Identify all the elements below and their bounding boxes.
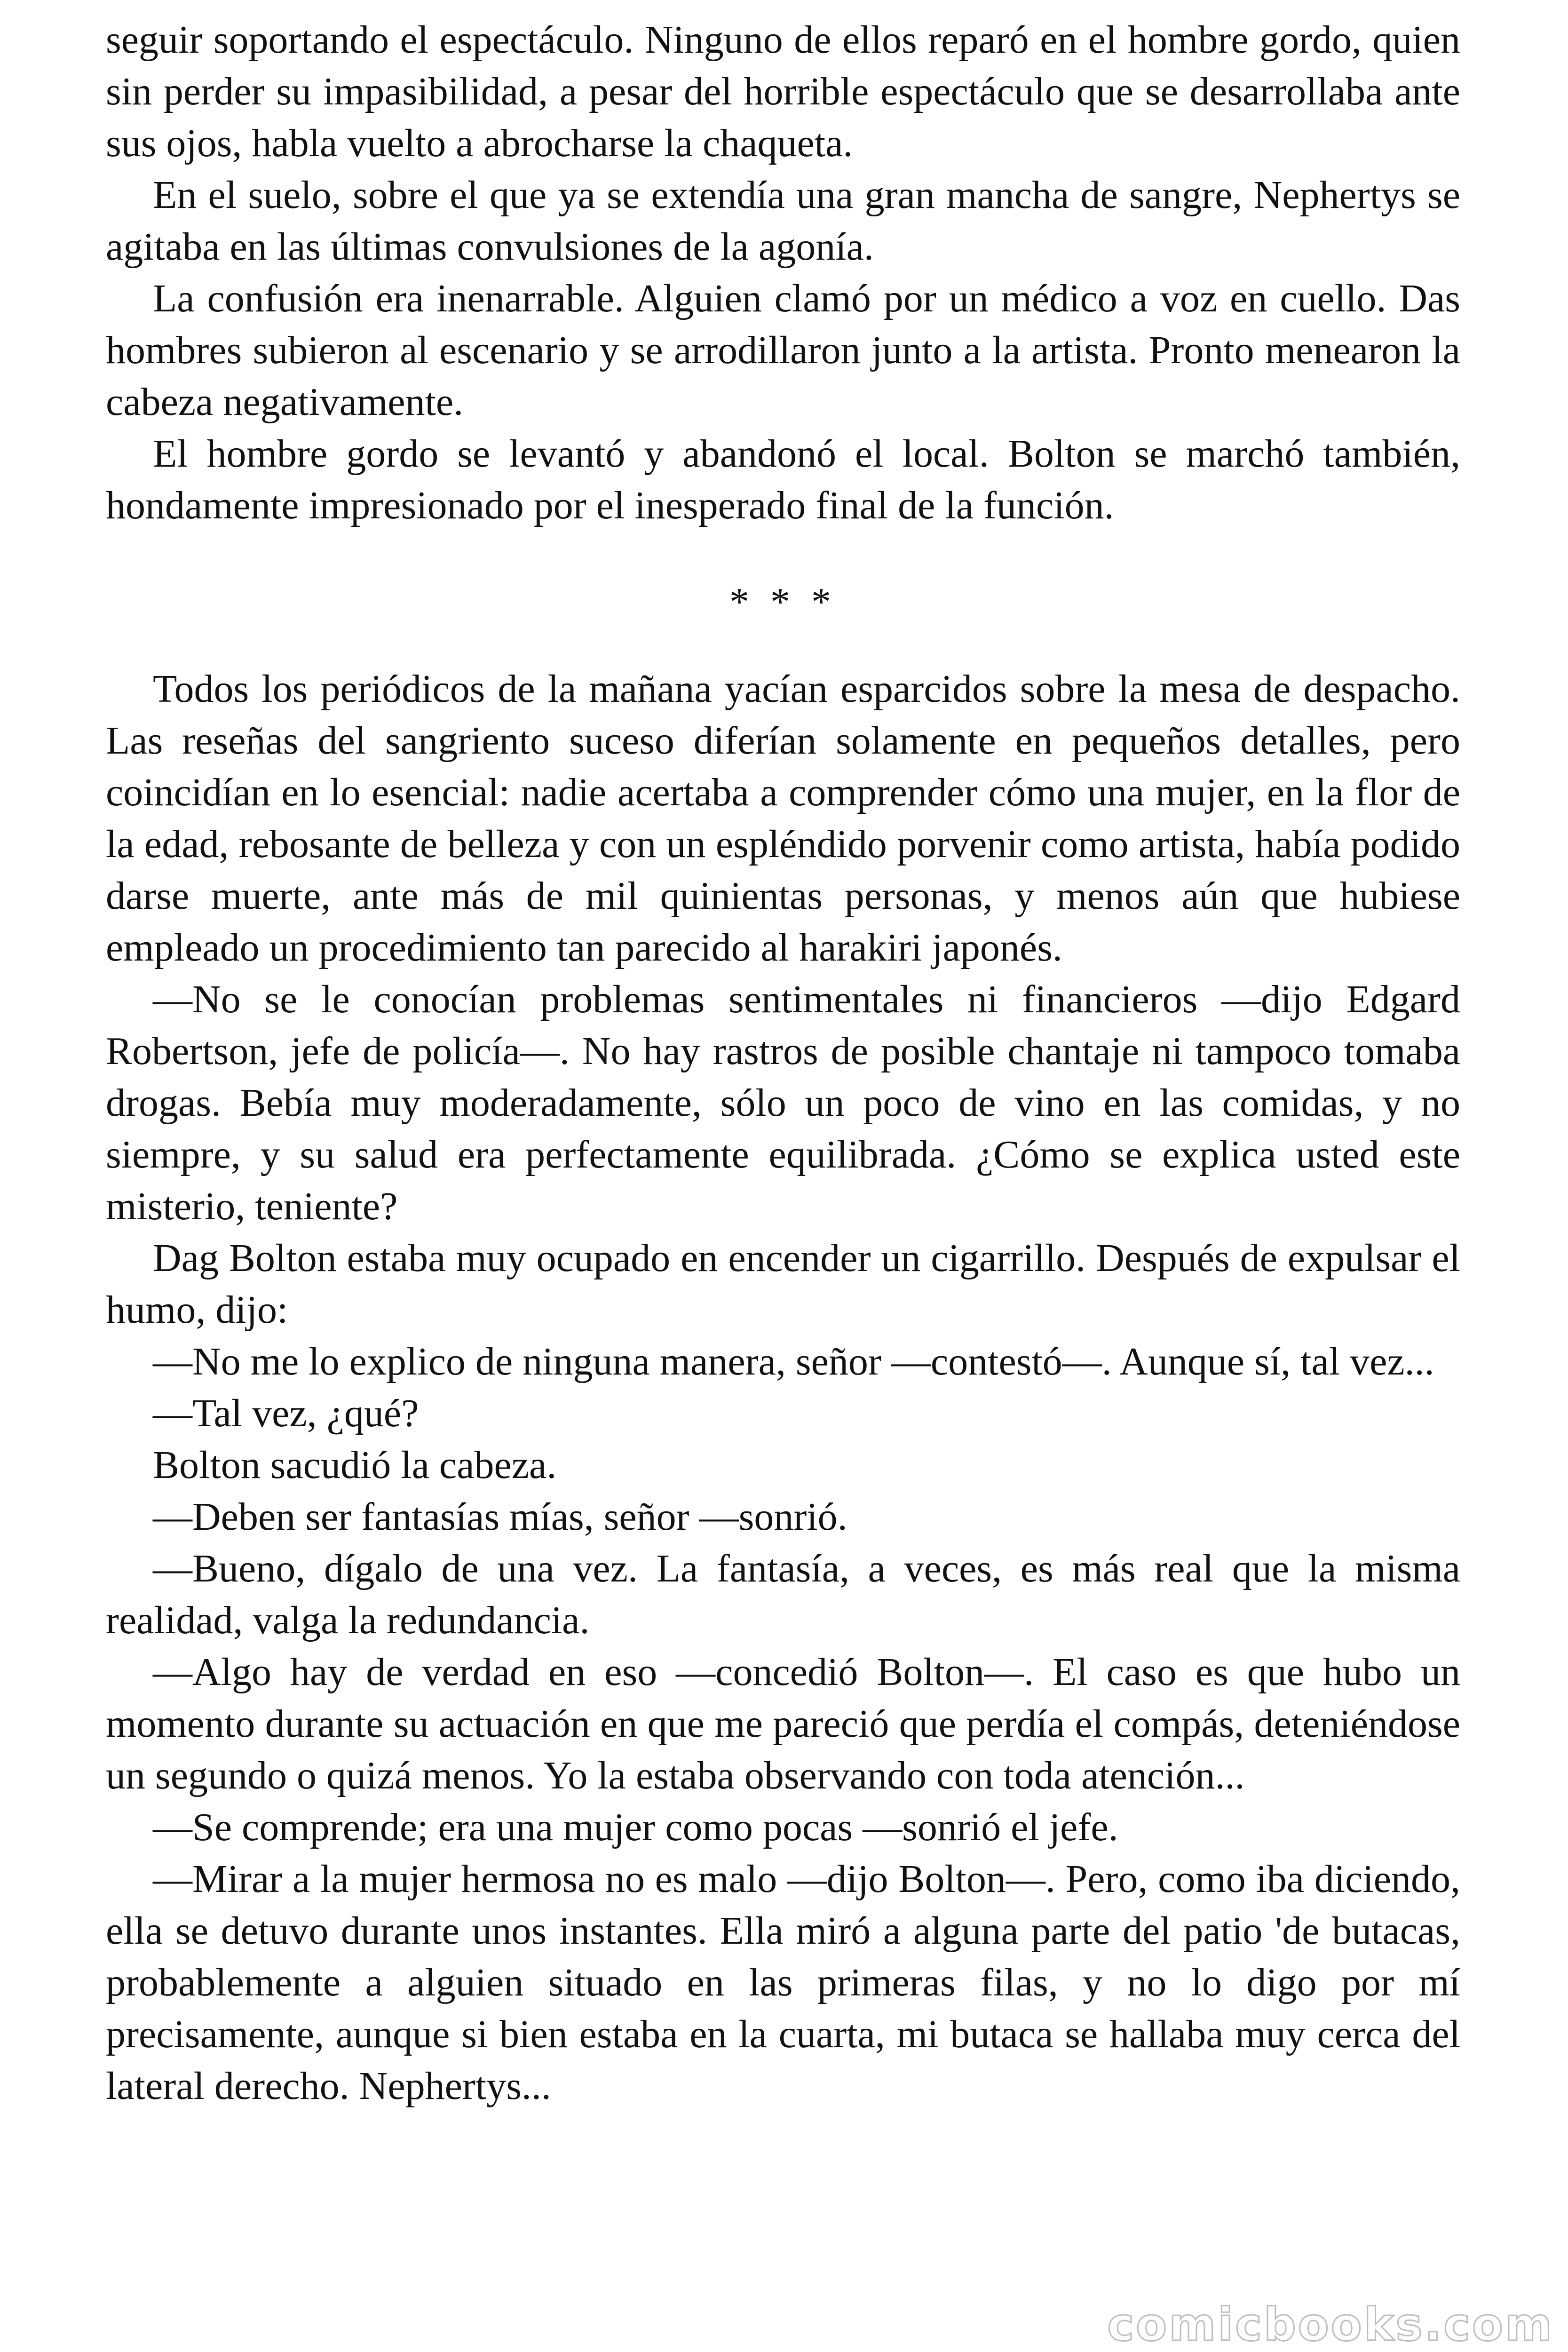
paragraph-1: seguir soportando el espectáculo. Ninguno de ellos reparó en el hombre gordo, quien sin perder su impasibilidad, a pesar del horrible espectáculo que se desarrollaba ante sus ojos, habla vuelto a abrocharse la chaqueta. — [106, 18, 1460, 165]
paragraph-3: La confusión era inenarrable. Alguien clamó por un médico a voz en cuello. Das hombres subieron al escenario y se arrodillaron junto a la artista. Pronto menearon la cabeza negativamente. — [106, 277, 1460, 424]
paragraph-12: —Bueno, dígalo de una vez. La fantasía, a veces, es más real que la misma realidad, valga la redundancia. — [106, 1547, 1460, 1642]
paragraph-13: —Algo hay de verdad en eso —concedió Bolton—. El caso es que hubo un momento durante su actuación en que me pareció que perdía el compás, deteniéndose un segundo o quizá menos. Yo la estaba observando con toda atención... — [106, 1650, 1460, 1797]
paragraph-6: —No se le conocían problemas sentimentales ni financieros —dijo Edgard Robertson, jefe de policía—. No hay rastros de posible chantaje ni tampoco tomaba drogas. Bebía muy moderadamente, sólo un poco de vino en las comidas, y no siempre, y su salud era perfectamente equilibrada. ¿Cómo se explica usted este misterio, teniente? — [106, 977, 1460, 1228]
paragraph-2: En el suelo, sobre el que ya se extendía una gran mancha de sangre, Nephertys se agitaba en las últimas convulsiones de la agonía. — [106, 173, 1460, 269]
paragraph-7: Dag Bolton estaba muy ocupado en encender un cigarrillo. Después de expulsar el humo, dijo: — [106, 1236, 1460, 1332]
paragraph-11: —Deben ser fantasías mías, señor —sonrió. — [153, 1495, 847, 1539]
paragraph-9: —Tal vez, ¿qué? — [153, 1391, 419, 1435]
paragraph-8: —No me lo explico de ninguna manera, señor —contestó—. Aunque sí, tal vez... — [153, 1340, 1434, 1383]
paragraph-10: Bolton sacudió la cabeza. — [153, 1443, 557, 1487]
document-page — [106, 14, 1460, 2112]
paragraph-14: —Se comprende; era una mujer como pocas —sonrió el jefe. — [153, 1805, 1118, 1849]
watermark: comicbooks.com — [1107, 2298, 1554, 2351]
paragraph-15: —Mirar a la mujer hermosa no es malo —dijo Bolton—. Pero, como iba diciendo, ella se detuvo durante unos instantes. Ella miró a alguna parte del patio 'de butacas, probablemente a alguien situado en las primeras filas, y no lo digo por mí precisamente, aunque si bien estaba en la cuarta, mi butaca se hallaba muy cerca del lateral derecho. Nephertys... — [106, 1857, 1460, 2108]
paragraph-5: Todos los periódicos de la mañana yacían esparcidos sobre la mesa de despacho. Las reseñas del sangriento suceso diferían solamente en pequeños detalles, pero coincidían en lo esencial: nadie acertaba a comprender cómo una mujer, en la flor de la edad, rebosante de belleza y con un espléndido porvenir como artista, había podido darse muerte, ante más de mil quinientas personas, y menos aún que hubiese empleado un procedimiento tan parecido al harakiri japonés. — [106, 667, 1460, 969]
section-separator: * * * — [729, 580, 837, 624]
paragraph-4: El hombre gordo se levantó y abandonó el local. Bolton se marchó también, hondamente impresionado por el inesperado final de la función. — [106, 432, 1460, 527]
